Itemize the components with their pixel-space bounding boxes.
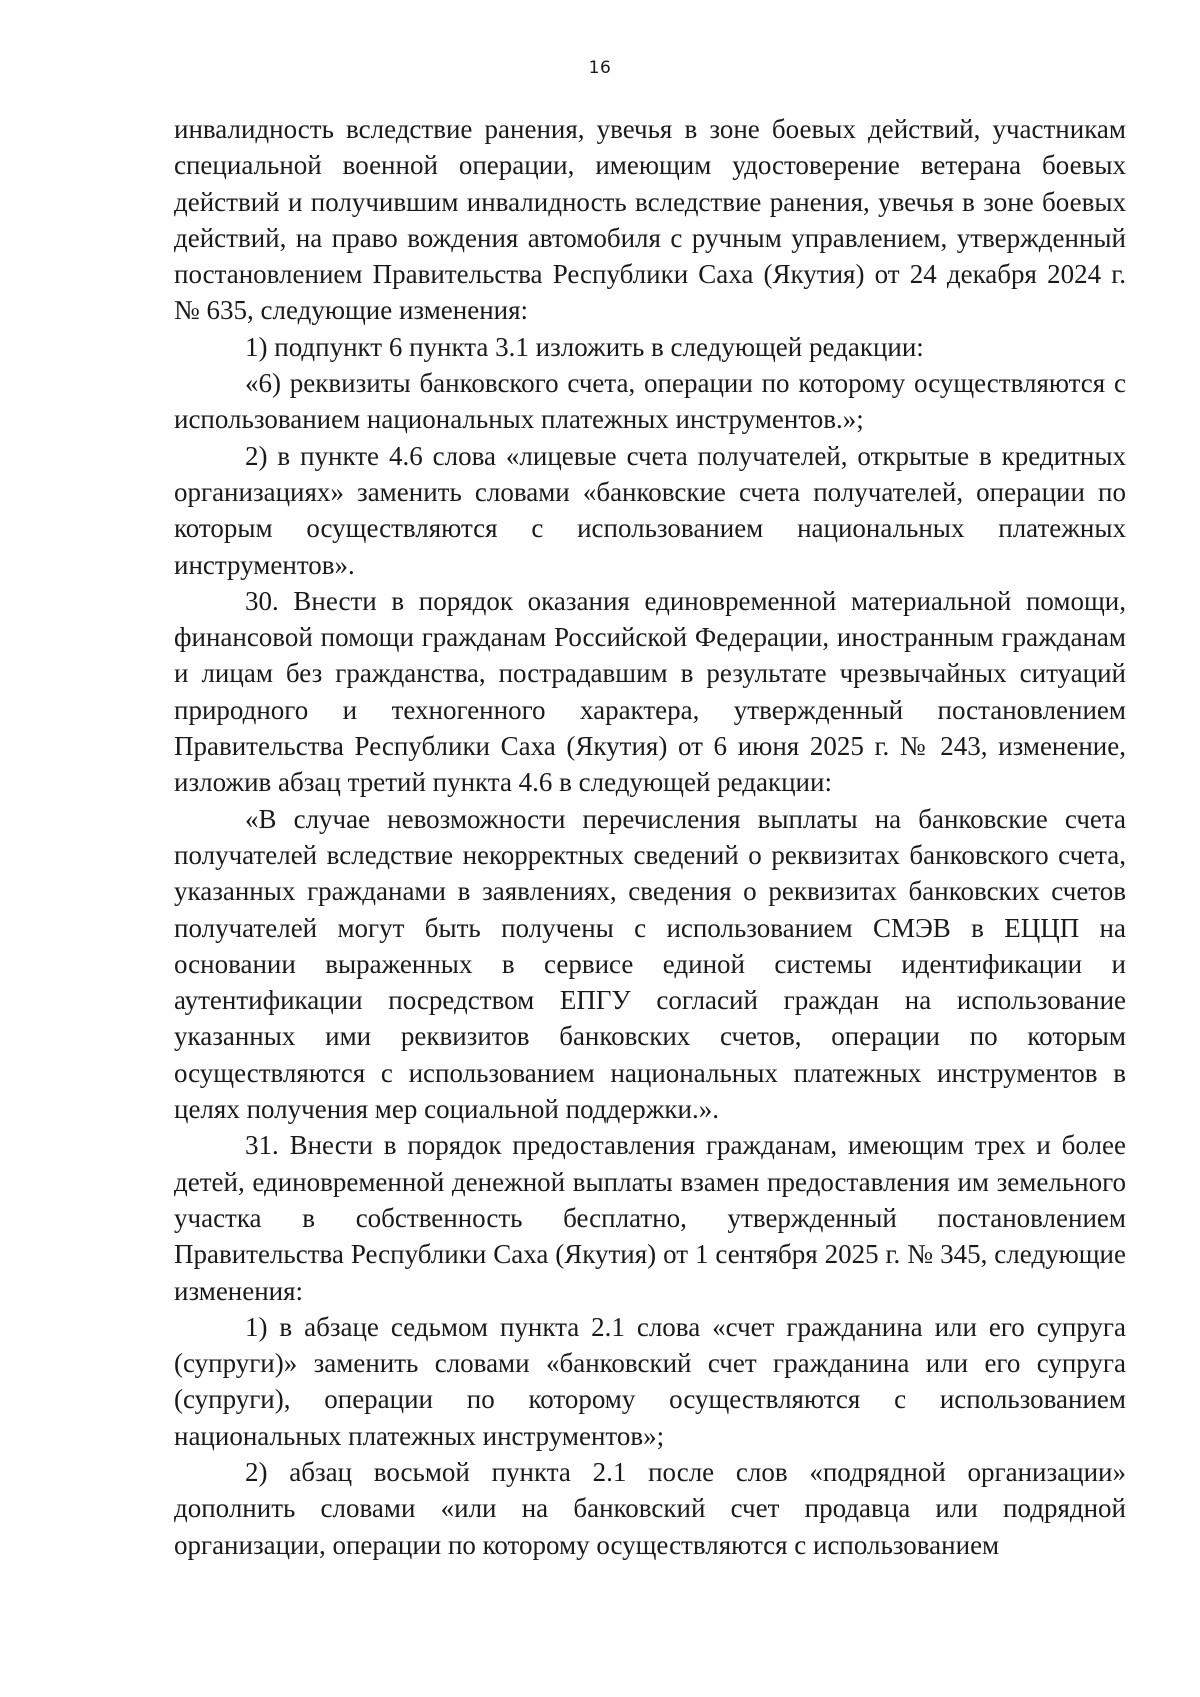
paragraph-subitem: 1) подпункт 6 пункта 3.1 изложить в следующей редакции: xyxy=(245,331,924,362)
document-body xyxy=(174,111,1126,1563)
paragraph-subitem: 1) в абзаце седьмом пункта 2.1 слова «счет гражданина или его супруга (супруги)» заменить словами «банковский счет гражданина или его супруга (супруги), операции по которому осуществляются с использованием национальных платежных инструментов»; xyxy=(174,1311,1126,1451)
paragraph-subitem: 2) в пункте 4.6 слова «лицевые счета получателей, открытые в кредитных организациях» заменить словами «банковские счета получателей, операции по которым осуществляются с использованием национальных платежных инструментов». xyxy=(174,440,1126,580)
paragraph-item-30: 30. Внести в порядок оказания единовременной материальной помощи, финансовой помощи гражданам Российской Федерации, иностранным гражданам и лицам без гражданства, пострадавшим в результате чрезвычайных ситуаций природного и техногенного характера, утвержденный постановлением Правительства Республики Саха (Якутия) от 6 июня 2025 г. № 243, изменение, изложив абзац третий пункта 4.6 в следующей редакции: xyxy=(174,585,1126,798)
paragraph-quote: «В случае невозможности перечисления выплаты на банковские счета получателей вследствие некорректных сведений о реквизитах банковского счета, указанных гражданами в заявлениях, сведения о реквизитах банковских счетов получателей могут быть получены с использованием СМЭВ в ЕЦЦП на основании выраженных в сервисе единой системы идентификации и аутентификации посредством ЕПГУ согласий граждан на использование указанных ими реквизитов банковских счетов, операции по которым осуществляются с использованием национальных платежных инструментов в целях получения мер социальной поддержки.». xyxy=(174,803,1126,1125)
paragraph-item-31: 31. Внести в порядок предоставления гражданам, имеющим трех и более детей, единовременной денежной выплаты взамен предоставления им земельного участка в собственность бесплатно, утвержденный постановлением Правительства Республики Саха (Якутия) от 1 сентября 2025 г. № 345, следующие изменения: xyxy=(174,1130,1126,1306)
paragraph-continuation: инвалидность вследствие ранения, увечья в зоне боевых действий, участникам специальной военной операции, имеющим удостоверение ветерана боевых действий и получившим инвалидность вследствие ранения, увечья в зоне боевых действий, на право вождения автомобиля с ручным управлением, утвержденный постановлением Правительства Республики Саха (Якутия) от 24 декабря 2024 г. № 635, следующие изменения: xyxy=(174,114,1126,326)
paragraph-subitem: 2) абзац восьмой пункта 2.1 после слов «подрядной организации» дополнить словами «или на банковский счет продавца или подрядной организации, операции по которому осуществляются с использованием xyxy=(174,1456,1126,1560)
paragraph-quote: «6) реквизиты банковского счета, операции по которому осуществляются с использованием национальных платежных инструментов.»; xyxy=(174,368,1126,435)
page-number: 16 xyxy=(588,58,612,78)
